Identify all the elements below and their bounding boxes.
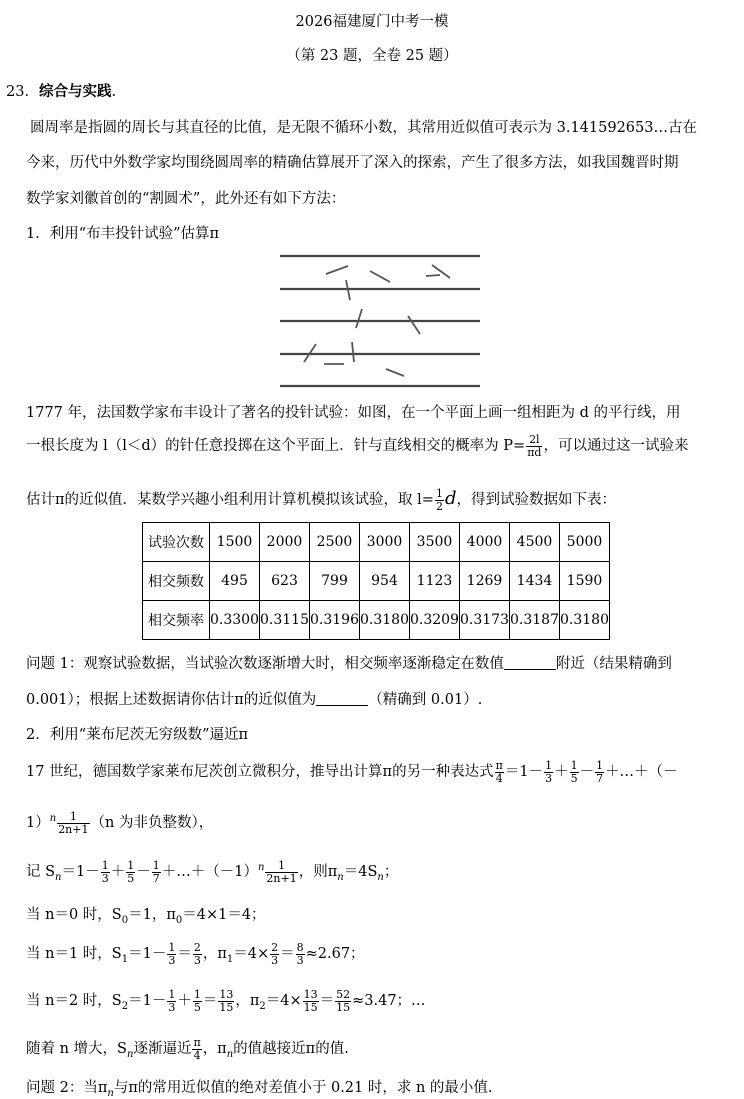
answer-blank-1[interactable]: [504, 655, 556, 670]
half-fraction: [435, 488, 444, 512]
c2-e: ，π: [235, 993, 260, 1010]
fraction-1-7: [152, 860, 161, 884]
sub-n: n: [377, 871, 384, 883]
problem1-text-b: 附近（结果精确到: [555, 656, 672, 672]
c0-c: ＝4×1＝4；: [182, 907, 266, 923]
sub-1: 1: [121, 953, 129, 965]
frac-num: 2: [193, 941, 201, 954]
p2-text-b: ，可以通过这一试验来: [543, 438, 689, 455]
frac-den: 3: [193, 953, 201, 967]
needle: [370, 271, 390, 282]
question-heading: [6, 80, 744, 101]
problem2: [26, 1076, 744, 1099]
c2-b: ＝1－: [128, 993, 167, 1010]
exponent-n: n: [257, 862, 265, 874]
sub-n: n: [226, 1048, 234, 1060]
exponent-n: n: [49, 813, 57, 825]
fraction-2-3: [270, 942, 279, 966]
table-cell: 0.3180: [560, 601, 610, 640]
fraction-1-5: [193, 989, 202, 1013]
needle: [326, 266, 348, 274]
table-cell: 1269: [460, 562, 510, 601]
method2-paragraph-1: 17 世纪，德国数学家莱布尼茨创立微积分，推导出计算π的另一种表达式 $\frac{\pi}{4}$ ＝1－ $\frac{1}{3}$ ＋ $\frac{1}{5}$ － $\frac{1}{7}$ ＋…＋（－: [26, 759, 678, 785]
c2-c: ＋: [177, 993, 192, 1010]
problem1-text-d: （精确到 0.01）.: [368, 692, 483, 708]
table-cell: 495: [210, 562, 260, 601]
sub-2: 2: [259, 1000, 266, 1012]
m2-p2: 1）: [26, 815, 50, 832]
fraction-1-3: [101, 860, 110, 884]
c2-a: 当 n＝2 时，S: [26, 993, 122, 1010]
m2-p3a: 记 S: [26, 864, 56, 881]
table-cell: 0.3115: [260, 601, 310, 640]
sub-0: 0: [175, 914, 183, 926]
table-cell: 1590: [560, 562, 610, 601]
problem1-text-c: 0.001）；根据上述数据请你估计π的近似值为: [26, 692, 317, 708]
method1-title: 1．利用“布丰投针试验”估算π: [26, 226, 220, 242]
method1-paragraph-1: 1777 年，法国数学家布丰设计了著名的投针试验：如图，在一个平面上画一组相距为 d 的平行线，用: [26, 405, 681, 421]
frac-den: 2n+1: [58, 822, 89, 836]
frac-den: 7: [152, 871, 160, 885]
fraction-1-5: [126, 860, 135, 884]
frac-den: 5: [193, 1000, 201, 1014]
sub-n: n: [55, 871, 62, 883]
pi-over-4: [495, 760, 504, 784]
frac-den: 15: [219, 1000, 234, 1014]
table-cell: 2000: [260, 523, 310, 562]
problem1-line-1: [26, 652, 744, 673]
needle: [408, 316, 420, 334]
case-n0: [26, 903, 744, 926]
needle: [386, 369, 404, 376]
frac-den: 5: [127, 871, 135, 885]
conc-b: 逐渐逼近: [133, 1041, 192, 1058]
m2-p3f: ；: [383, 864, 399, 881]
frac-den: 3: [545, 771, 553, 785]
m2-p3e: ＝4S: [343, 864, 378, 881]
problem1-text-a: 问题 1：观察试验数据，当试验次数逐渐增大时，相交频率逐渐稳定在数值: [26, 656, 504, 672]
fraction-13-15: [218, 989, 234, 1013]
table-cell: 799: [310, 562, 360, 601]
d-symbol: d: [444, 488, 457, 510]
c2-d: ＝: [202, 993, 218, 1010]
conc-a: 随着 n 增大，S: [26, 1041, 127, 1058]
frac-num: 1: [265, 860, 297, 873]
frac-den: 3: [168, 1000, 176, 1014]
frac-den: 3: [101, 871, 109, 885]
buffon-needle-figure: [280, 250, 480, 390]
fraction-1-over-2n1: [57, 811, 89, 835]
m2-tail: ＋…＋（－: [605, 764, 678, 781]
frac-num: 13: [219, 988, 234, 1001]
intro-line-1: 圆周率是指圆的周长与其直径的比值，是无限不循环小数，其常用近似值可表示为 3.141592653…古在: [30, 120, 697, 136]
table-cell: 0.3180: [360, 601, 410, 640]
fraction-1-3: [544, 760, 553, 784]
table-cell: 0.3187: [510, 601, 560, 640]
problem1-line-2: [26, 688, 744, 709]
experiment-data-table: [142, 522, 610, 640]
frac-num: 1: [570, 759, 578, 772]
frac-den: 5: [570, 771, 578, 785]
method1-paragraph-2: [26, 434, 744, 458]
m2-p3b: ＝1－: [61, 864, 100, 881]
fraction-52-15: [335, 989, 351, 1013]
needle: [356, 309, 362, 328]
question-heading-text: 综合与实践: [38, 83, 112, 100]
row-label: 相交频数: [143, 562, 210, 601]
table-cell: 954: [360, 562, 410, 601]
probability-fraction: [526, 434, 542, 458]
p3-text-a: 估计π的近似值．某数学兴趣小组利用计算机模拟该试验，取 l=: [26, 492, 434, 509]
table-cell: 1500: [210, 523, 260, 562]
c1-b: ＝1－: [128, 946, 167, 963]
p3-text-b: ，得到试验数据如下表：: [456, 492, 616, 509]
conc-d: 的值越接近π的值.: [233, 1041, 349, 1058]
page-title: 2026福建厦门中考一模: [295, 14, 449, 30]
table-cell: 3000: [360, 523, 410, 562]
sub-n: n: [107, 1087, 114, 1099]
frac-num: 8: [296, 941, 304, 954]
c0-a: 当 n＝0 时，S: [26, 907, 122, 923]
table-cell: 0.3173: [460, 601, 510, 640]
frac-den: 4: [495, 771, 503, 785]
table-cell: 4000: [460, 523, 510, 562]
frac-den: 3: [296, 953, 304, 967]
table-cell: 3500: [410, 523, 460, 562]
frac-den: 3: [271, 953, 279, 967]
frac-num: 1: [101, 859, 109, 872]
row-label: 相交频率: [143, 601, 210, 640]
intro-line-2: 今来，历代中外数学家均围绕圆周率的精确估算展开了深入的探索，产生了很多方法，如我国魏晋时期: [26, 155, 679, 171]
heading-end: .: [111, 84, 117, 100]
frac-num: 1: [596, 759, 604, 772]
table-row: [143, 523, 610, 562]
table-cell: 1123: [410, 562, 460, 601]
c1-a: 当 n＝1 时，S: [26, 946, 122, 963]
c1-g: ≈2.67；: [305, 946, 365, 963]
fraction-2-3: [193, 942, 202, 966]
table-cell: 5000: [560, 523, 610, 562]
table-cell: 2500: [310, 523, 360, 562]
case-n1: [26, 942, 744, 966]
frac-num: 2l: [526, 434, 542, 447]
m2-eq: ＝1－: [504, 764, 544, 781]
frac-num: 1: [168, 941, 176, 954]
p2-a: 问题 2：当π: [26, 1080, 108, 1096]
method2-conclusion: [26, 1037, 744, 1061]
frac-num: 1: [168, 988, 176, 1001]
fraction-1-7: [595, 760, 604, 784]
table-row: [143, 562, 610, 601]
frac-num: 52: [336, 988, 351, 1001]
sub-n: n: [127, 1048, 134, 1060]
fraction-1-3: [167, 942, 176, 966]
frac-den: 3: [168, 953, 176, 967]
case-n2: [26, 989, 744, 1013]
row-label: 试验次数: [143, 523, 210, 562]
answer-blank-2[interactable]: [316, 691, 368, 706]
c2-f: ＝4×: [265, 993, 302, 1010]
table-cell: 4500: [510, 523, 560, 562]
frac-num: 1: [152, 859, 160, 872]
frac-den: 2n+1: [266, 871, 297, 885]
method2-title: 2．利用“莱布尼茨无穷级数”逼近π: [26, 727, 249, 743]
c0-b: ＝1，π: [128, 907, 176, 923]
fraction-13-15: [303, 989, 319, 1013]
frac-num: 1: [435, 487, 443, 500]
page-subtitle: （第 23 题，全卷 25 题）: [286, 48, 458, 64]
m2-text-a: 17 世纪，德国数学家莱布尼茨创立微积分，推导出计算π的另一种表达式: [26, 764, 494, 781]
frac-den: 4: [193, 1048, 201, 1062]
table-row: [143, 601, 610, 640]
frac-num: 1: [193, 988, 201, 1001]
c1-d: ，π: [202, 946, 227, 963]
c2-h: ≈3.47；…: [352, 993, 426, 1010]
m2-p3c: ＋…＋（－1）: [161, 864, 258, 881]
c1-f: ＝: [280, 946, 295, 963]
frac-num: π: [193, 1036, 201, 1049]
table-cell: 0.3300: [210, 601, 260, 640]
m2-p3d: ，则π: [298, 864, 338, 881]
c2-g: ＝: [319, 993, 335, 1010]
frac-num: 1: [57, 811, 89, 824]
frac-num: 1: [127, 859, 135, 872]
c1-e: ＝4×: [233, 946, 270, 963]
sub-n: n: [337, 871, 344, 883]
frac-num: 13: [303, 988, 318, 1001]
fraction-8-3: [296, 942, 305, 966]
m2-p2-note: （n 为非负整数），: [90, 815, 214, 832]
frac-den: 15: [303, 1000, 318, 1014]
frac-den: 2: [435, 499, 443, 513]
frac-num: 1: [545, 759, 553, 772]
frac-num: 2: [271, 941, 279, 954]
sub-0: 0: [121, 914, 129, 926]
table-cell: 1434: [510, 562, 560, 601]
intro-line-3: 数学家刘徽首创的“割圆术”，此外还有如下方法：: [26, 191, 346, 207]
fraction-1-5: [570, 760, 579, 784]
needle: [352, 342, 354, 362]
conc-c: ，π: [202, 1041, 227, 1058]
table-cell: 623: [260, 562, 310, 601]
c1-c: ＝: [177, 946, 192, 963]
p2-text-a: 一根长度为 l（l＜d）的针任意投掷在这个平面上．针与直线相交的概率为 P=: [26, 438, 526, 455]
method2-paragraph-3: 记 $S_n=1-$ $\frac{1}{3}$ ＋ $\frac{1}{5}$ － $\frac{1}{7}$ $+\dots+(-1)^n$ $\frac{1}{2n+1}$ ，则$\pi_n=4S_n$；: [26, 859, 399, 885]
table-cell: 0.3196: [310, 601, 360, 640]
method2-paragraph-2: [26, 811, 744, 835]
frac-num: π: [495, 759, 503, 772]
fraction-1-over-2n1: [265, 860, 297, 884]
table-cell: 0.3209: [410, 601, 460, 640]
frac-den: πd: [527, 445, 542, 459]
needle: [426, 275, 440, 276]
frac-den: 15: [336, 1000, 351, 1014]
method1-paragraph-3: [26, 488, 744, 512]
p2-b: 与π的常用近似值的绝对差值小于 0.21 时，求 n 的最小值.: [113, 1080, 493, 1096]
sub-1: 1: [226, 953, 234, 965]
question-number: 23．: [6, 84, 39, 100]
frac-den: 7: [596, 771, 604, 785]
pi-over-4: [192, 1037, 201, 1061]
fraction-1-3: [167, 989, 176, 1013]
sub-2: 2: [121, 1000, 129, 1012]
